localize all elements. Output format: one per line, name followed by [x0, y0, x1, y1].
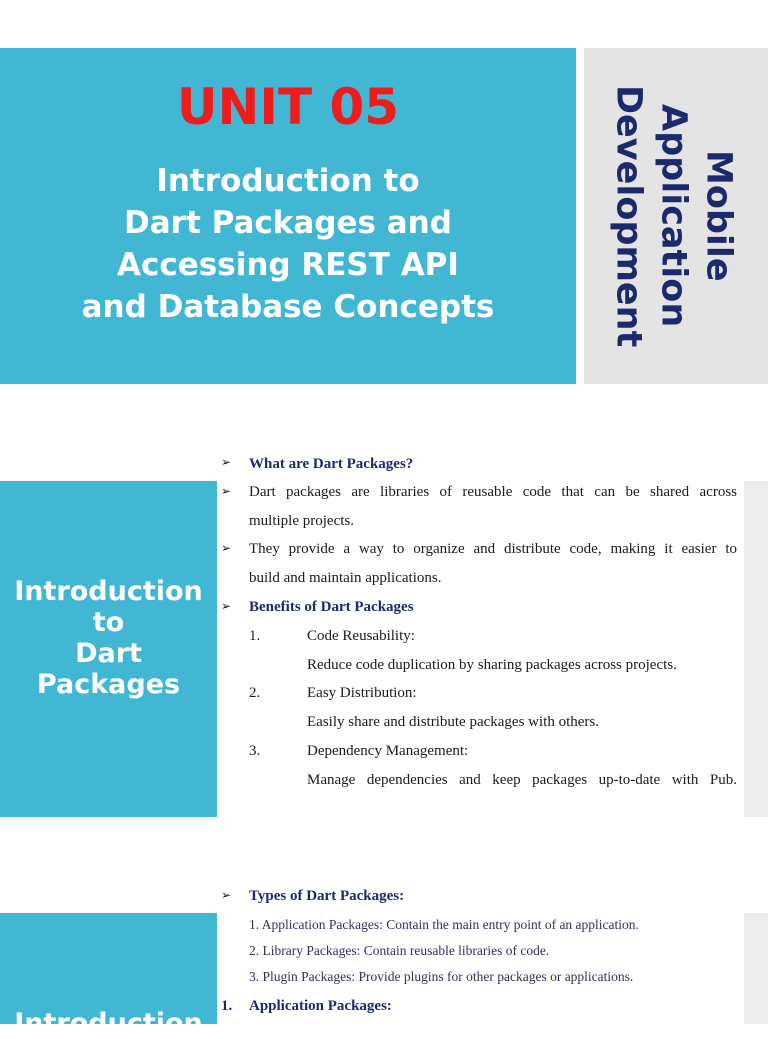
- section-label-line: Dart: [75, 638, 142, 669]
- course-title-line: Mobile: [698, 150, 739, 282]
- arrow-bullet-icon: ➢: [221, 455, 232, 469]
- type-item: 2. Library Packages: Contain reusable libraries of code.: [249, 943, 550, 958]
- section-label: [0, 576, 217, 700]
- right-strip: [744, 913, 768, 1024]
- benefits-heading: Benefits of Dart Packages: [249, 599, 414, 615]
- benefit-title: Dependency Management:: [307, 743, 469, 759]
- list-number: 2.: [249, 685, 261, 701]
- section-label-line: Packages: [36, 669, 181, 700]
- what-are-heading: What are Dart Packages?: [249, 456, 414, 472]
- course-title-line: Application: [653, 104, 694, 328]
- section-label-line: Introduction: [14, 1008, 203, 1039]
- course-title: [603, 58, 743, 374]
- benefit-desc: Easily share and distribute packages with others.: [307, 714, 600, 730]
- benefit-desc: Manage dependencies and keep packages up-to-date with Pub.: [307, 772, 737, 788]
- list-number: 1.: [249, 628, 261, 644]
- benefit-title: Easy Distribution:: [307, 685, 417, 701]
- subtitle-line: Dart Packages and: [124, 205, 452, 241]
- arrow-bullet-icon: ➢: [221, 888, 232, 902]
- paragraph-line: build and maintain applications.: [249, 570, 442, 586]
- unit-subtitle: [0, 160, 576, 328]
- section-label-line: Introduction: [14, 576, 203, 607]
- arrow-bullet-icon: ➢: [221, 599, 232, 613]
- paragraph-line: multiple projects.: [249, 513, 354, 529]
- course-title-line: Development: [608, 84, 649, 348]
- list-number: 3.: [249, 743, 261, 759]
- right-strip: [744, 481, 768, 817]
- benefit-desc: Reduce code duplication by sharing packages across projects.: [307, 657, 677, 673]
- unit-title: UNIT 05: [176, 78, 400, 136]
- arrow-bullet-icon: ➢: [221, 541, 232, 555]
- subtitle-line: Introduction to: [156, 163, 420, 199]
- paragraph-line: They provide a way to organize and distribute code, making it easier to: [249, 541, 737, 557]
- section-label-line: to: [92, 607, 125, 638]
- app-packages-heading: Application Packages:: [249, 998, 392, 1014]
- subtitle-line: Accessing REST API: [117, 247, 459, 283]
- list-number: 1.: [221, 998, 233, 1014]
- type-item: 3. Plugin Packages: Provide plugins for other packages or applications.: [249, 969, 634, 984]
- types-heading: Types of Dart Packages:: [249, 888, 405, 904]
- subtitle-line: and Database Concepts: [81, 289, 495, 325]
- type-item: 1. Application Packages: Contain the main entry point of an application.: [249, 917, 639, 932]
- benefit-title: Code Reusability:: [307, 628, 415, 644]
- paragraph-line: Dart packages are libraries of reusable code that can be shared across: [249, 484, 737, 500]
- arrow-bullet-icon: ➢: [221, 484, 232, 498]
